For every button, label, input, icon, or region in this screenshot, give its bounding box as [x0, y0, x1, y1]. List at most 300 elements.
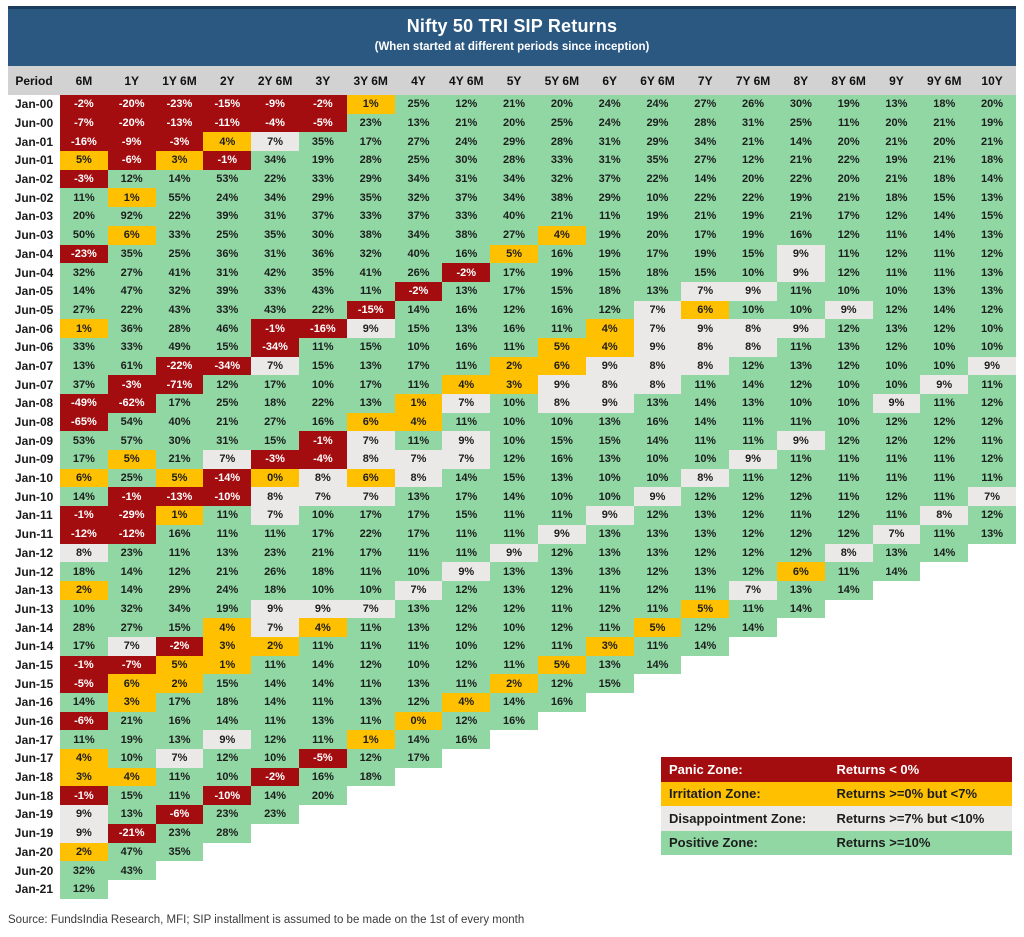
- return-cell: -13%: [156, 114, 204, 133]
- column-header: 6Y 6M: [634, 66, 682, 95]
- return-cell: 18%: [586, 282, 634, 301]
- return-cell: 9%: [490, 544, 538, 563]
- return-cell: 12%: [873, 301, 921, 320]
- return-cell: 4%: [442, 693, 490, 712]
- return-cell: 8%: [681, 357, 729, 376]
- return-cell: 28%: [156, 319, 204, 338]
- empty-cell: [251, 861, 299, 880]
- return-cell: 12%: [538, 618, 586, 637]
- table-row: [8, 674, 1016, 693]
- return-cell: 34%: [251, 188, 299, 207]
- return-cell: 13%: [60, 357, 108, 376]
- return-cell: 15%: [251, 431, 299, 450]
- row-period-label: Jan-19: [8, 805, 60, 824]
- return-cell: 29%: [156, 581, 204, 600]
- empty-cell: [442, 768, 490, 787]
- return-cell: 25%: [203, 394, 251, 413]
- table-row: [8, 413, 1016, 432]
- return-cell: 14%: [251, 786, 299, 805]
- return-cell: 12%: [729, 544, 777, 563]
- return-cell: 19%: [873, 151, 921, 170]
- return-cell: 13%: [108, 805, 156, 824]
- return-cell: 17%: [395, 357, 443, 376]
- empty-cell: [299, 843, 347, 862]
- return-cell: 31%: [442, 170, 490, 189]
- return-cell: -23%: [60, 245, 108, 264]
- return-cell: -13%: [156, 487, 204, 506]
- return-cell: 12%: [825, 226, 873, 245]
- empty-cell: [825, 618, 873, 637]
- table-row: [8, 469, 1016, 488]
- return-cell: 11%: [681, 431, 729, 450]
- empty-cell: [873, 600, 921, 619]
- return-cell: 13%: [538, 469, 586, 488]
- return-cell: -29%: [108, 506, 156, 525]
- table-row: [8, 544, 1016, 563]
- return-cell: 13%: [442, 282, 490, 301]
- return-cell: 13%: [586, 525, 634, 544]
- empty-cell: [681, 656, 729, 675]
- return-cell: 10%: [251, 749, 299, 768]
- return-cell: 27%: [60, 301, 108, 320]
- table-row: [8, 151, 1016, 170]
- row-period-label: Jan-11: [8, 506, 60, 525]
- empty-cell: [729, 880, 777, 899]
- return-cell: 38%: [442, 226, 490, 245]
- return-cell: 9%: [586, 506, 634, 525]
- return-cell: 23%: [156, 824, 204, 843]
- row-period-label: Jun-12: [8, 562, 60, 581]
- empty-cell: [538, 768, 586, 787]
- return-cell: 2%: [251, 637, 299, 656]
- return-cell: 16%: [490, 319, 538, 338]
- return-cell: 11%: [825, 469, 873, 488]
- empty-cell: [299, 861, 347, 880]
- return-cell: 4%: [203, 132, 251, 151]
- table-row: [8, 600, 1016, 619]
- return-cell: 10%: [490, 431, 538, 450]
- return-cell: 29%: [634, 114, 682, 133]
- return-cell: 7%: [251, 506, 299, 525]
- return-cell: 24%: [203, 581, 251, 600]
- return-cell: 19%: [203, 600, 251, 619]
- return-cell: 23%: [347, 114, 395, 133]
- return-cell: 12%: [873, 413, 921, 432]
- return-cell: 34%: [251, 151, 299, 170]
- return-cell: 14%: [920, 207, 968, 226]
- return-cell: 17%: [634, 245, 682, 264]
- return-cell: 11%: [251, 656, 299, 675]
- empty-cell: [156, 861, 204, 880]
- empty-cell: [538, 824, 586, 843]
- return-cell: 14%: [920, 226, 968, 245]
- return-cell: 23%: [203, 805, 251, 824]
- chart-title: Nifty 50 TRI SIP Returns: [406, 16, 618, 36]
- return-cell: 14%: [634, 431, 682, 450]
- return-cell: 15%: [108, 786, 156, 805]
- empty-cell: [634, 674, 682, 693]
- return-cell: 10%: [299, 581, 347, 600]
- return-cell: 14%: [299, 674, 347, 693]
- row-period-label: Jun-20: [8, 861, 60, 880]
- return-cell: 20%: [920, 132, 968, 151]
- return-cell: 6%: [347, 469, 395, 488]
- empty-cell: [251, 880, 299, 899]
- empty-cell: [490, 880, 538, 899]
- return-cell: 14%: [490, 487, 538, 506]
- column-header: 5Y 6M: [538, 66, 586, 95]
- return-cell: 12%: [347, 656, 395, 675]
- return-cell: 36%: [299, 245, 347, 264]
- return-cell: 22%: [156, 207, 204, 226]
- column-header: 1Y 6M: [156, 66, 204, 95]
- return-cell: 17%: [347, 544, 395, 563]
- return-cell: 19%: [108, 730, 156, 749]
- return-cell: 14%: [777, 600, 825, 619]
- return-cell: 11%: [634, 637, 682, 656]
- return-cell: 21%: [777, 151, 825, 170]
- return-cell: 17%: [490, 282, 538, 301]
- empty-cell: [586, 768, 634, 787]
- return-cell: 12%: [825, 357, 873, 376]
- return-cell: 8%: [299, 469, 347, 488]
- return-cell: 35%: [299, 132, 347, 151]
- empty-cell: [347, 843, 395, 862]
- return-cell: 11%: [347, 712, 395, 731]
- return-cell: -5%: [299, 749, 347, 768]
- return-cell: 40%: [490, 207, 538, 226]
- column-header: 4Y 6M: [442, 66, 490, 95]
- return-cell: 11%: [347, 282, 395, 301]
- return-cell: 19%: [299, 151, 347, 170]
- return-cell: 10%: [968, 338, 1016, 357]
- return-cell: 7%: [299, 487, 347, 506]
- return-cell: 12%: [203, 749, 251, 768]
- empty-cell: [920, 712, 968, 731]
- return-cell: 9%: [968, 357, 1016, 376]
- empty-cell: [156, 880, 204, 899]
- row-period-label: Jan-03: [8, 207, 60, 226]
- row-period-label: Jun-00: [8, 114, 60, 133]
- return-cell: 14%: [299, 656, 347, 675]
- return-cell: 15%: [156, 618, 204, 637]
- return-cell: 12%: [681, 544, 729, 563]
- return-cell: 17%: [442, 487, 490, 506]
- return-cell: 8%: [681, 469, 729, 488]
- return-cell: 21%: [873, 170, 921, 189]
- table-row: [8, 656, 1016, 675]
- return-cell: 12%: [777, 544, 825, 563]
- return-cell: -22%: [156, 357, 204, 376]
- empty-cell: [729, 656, 777, 675]
- return-cell: 20%: [873, 114, 921, 133]
- legend-zone-label: Panic Zone:: [669, 761, 743, 777]
- return-cell: 55%: [156, 188, 204, 207]
- empty-cell: [873, 656, 921, 675]
- return-cell: 33%: [347, 207, 395, 226]
- return-cell: 9%: [60, 805, 108, 824]
- return-cell: 10%: [490, 413, 538, 432]
- empty-cell: [968, 618, 1016, 637]
- return-cell: 33%: [156, 226, 204, 245]
- return-cell: -49%: [60, 394, 108, 413]
- column-header: 10Y: [968, 66, 1016, 95]
- return-cell: 21%: [203, 562, 251, 581]
- return-cell: 12%: [108, 170, 156, 189]
- return-cell: 20%: [60, 207, 108, 226]
- return-cell: 17%: [60, 450, 108, 469]
- return-cell: 2%: [60, 581, 108, 600]
- row-period-label: Jan-14: [8, 618, 60, 637]
- return-cell: 11%: [920, 469, 968, 488]
- return-cell: 14%: [156, 170, 204, 189]
- return-cell: 12%: [442, 656, 490, 675]
- empty-cell: [681, 861, 729, 880]
- return-cell: 7%: [203, 450, 251, 469]
- return-cell: 37%: [60, 375, 108, 394]
- empty-cell: [634, 861, 682, 880]
- return-cell: 14%: [395, 730, 443, 749]
- legend-row: [661, 757, 1012, 782]
- return-cell: 16%: [442, 338, 490, 357]
- return-cell: 12%: [156, 562, 204, 581]
- return-cell: 16%: [442, 245, 490, 264]
- return-cell: 11%: [968, 469, 1016, 488]
- row-period-label: Jan-15: [8, 656, 60, 675]
- return-cell: 11%: [538, 319, 586, 338]
- return-cell: 13%: [395, 600, 443, 619]
- return-cell: 20%: [634, 226, 682, 245]
- return-cell: 10%: [586, 487, 634, 506]
- column-header: 4Y: [395, 66, 443, 95]
- return-cell: 19%: [825, 95, 873, 114]
- return-cell: 11%: [777, 282, 825, 301]
- return-cell: 12%: [873, 338, 921, 357]
- return-cell: 11%: [299, 693, 347, 712]
- return-cell: 38%: [538, 188, 586, 207]
- return-cell: 10%: [873, 375, 921, 394]
- return-cell: 21%: [777, 207, 825, 226]
- empty-cell: [729, 712, 777, 731]
- return-cell: 28%: [538, 132, 586, 151]
- return-cell: -20%: [108, 95, 156, 114]
- table-row: [8, 712, 1016, 731]
- return-cell: 11%: [538, 506, 586, 525]
- empty-cell: [777, 712, 825, 731]
- return-cell: 17%: [156, 394, 204, 413]
- return-cell: -1%: [108, 487, 156, 506]
- return-cell: 14%: [203, 712, 251, 731]
- return-cell: 33%: [251, 282, 299, 301]
- return-cell: 16%: [634, 413, 682, 432]
- return-cell: 11%: [681, 375, 729, 394]
- table-row: [8, 226, 1016, 245]
- return-cell: 28%: [347, 151, 395, 170]
- return-cell: 13%: [586, 450, 634, 469]
- return-cell: 10%: [299, 375, 347, 394]
- empty-cell: [108, 880, 156, 899]
- legend-zone-label: Positive Zone:: [669, 835, 758, 851]
- return-cell: 11%: [729, 413, 777, 432]
- return-cell: -2%: [299, 95, 347, 114]
- return-cell: 20%: [490, 114, 538, 133]
- return-cell: 8%: [681, 338, 729, 357]
- return-cell: 7%: [968, 487, 1016, 506]
- empty-cell: [251, 843, 299, 862]
- return-cell: 19%: [538, 263, 586, 282]
- row-period-label: Jan-18: [8, 768, 60, 787]
- return-cell: 12%: [873, 207, 921, 226]
- return-cell: 35%: [108, 245, 156, 264]
- return-cell: 3%: [108, 693, 156, 712]
- return-cell: 12%: [442, 618, 490, 637]
- table-row: [8, 132, 1016, 151]
- return-cell: -20%: [108, 114, 156, 133]
- return-cell: -6%: [60, 712, 108, 731]
- return-cell: 10%: [203, 768, 251, 787]
- empty-cell: [395, 843, 443, 862]
- return-cell: 10%: [873, 357, 921, 376]
- return-cell: 14%: [681, 637, 729, 656]
- return-cell: 7%: [442, 450, 490, 469]
- return-cell: 10%: [634, 450, 682, 469]
- return-cell: 13%: [634, 394, 682, 413]
- return-cell: 16%: [777, 226, 825, 245]
- return-cell: 11%: [825, 487, 873, 506]
- empty-cell: [729, 637, 777, 656]
- row-period-label: Jun-15: [8, 674, 60, 693]
- empty-cell: [920, 581, 968, 600]
- return-cell: 13%: [203, 544, 251, 563]
- return-cell: -12%: [60, 525, 108, 544]
- return-cell: 29%: [634, 132, 682, 151]
- empty-cell: [873, 693, 921, 712]
- return-cell: 12%: [777, 469, 825, 488]
- return-cell: 7%: [251, 132, 299, 151]
- return-cell: 4%: [586, 319, 634, 338]
- return-cell: 13%: [586, 656, 634, 675]
- return-cell: 15%: [968, 207, 1016, 226]
- return-cell: 9%: [825, 301, 873, 320]
- return-cell: 27%: [395, 132, 443, 151]
- return-cell: 27%: [108, 618, 156, 637]
- row-period-label: Jan-20: [8, 843, 60, 862]
- return-cell: 22%: [825, 151, 873, 170]
- return-cell: 11%: [251, 712, 299, 731]
- return-cell: 11%: [490, 506, 538, 525]
- empty-cell: [490, 749, 538, 768]
- return-cell: 1%: [347, 730, 395, 749]
- return-cell: 12%: [729, 151, 777, 170]
- return-cell: 4%: [108, 768, 156, 787]
- return-cell: 10%: [395, 562, 443, 581]
- return-cell: 12%: [968, 394, 1016, 413]
- return-cell: 11%: [203, 506, 251, 525]
- return-cell: 1%: [108, 188, 156, 207]
- return-cell: 12%: [490, 637, 538, 656]
- return-cell: 49%: [156, 338, 204, 357]
- return-cell: 42%: [251, 263, 299, 282]
- table-row: [8, 861, 1016, 880]
- legend-zone-label: Irritation Zone:: [669, 786, 761, 802]
- empty-cell: [729, 730, 777, 749]
- row-period-label: Jun-06: [8, 338, 60, 357]
- return-cell: 24%: [203, 188, 251, 207]
- table-row: [8, 880, 1016, 899]
- return-cell: 10%: [586, 469, 634, 488]
- return-cell: 24%: [634, 95, 682, 114]
- return-cell: 43%: [299, 282, 347, 301]
- empty-cell: [825, 674, 873, 693]
- row-period-label: Jun-13: [8, 600, 60, 619]
- empty-cell: [347, 824, 395, 843]
- row-period-label: Jan-07: [8, 357, 60, 376]
- return-cell: 15%: [729, 245, 777, 264]
- return-cell: 12%: [825, 525, 873, 544]
- return-cell: 9%: [777, 431, 825, 450]
- return-cell: 10%: [825, 394, 873, 413]
- return-cell: 11%: [825, 245, 873, 264]
- return-cell: 35%: [251, 226, 299, 245]
- return-cell: 3%: [156, 151, 204, 170]
- return-cell: 37%: [299, 207, 347, 226]
- return-cell: 7%: [729, 581, 777, 600]
- return-cell: 16%: [490, 712, 538, 731]
- return-cell: 41%: [347, 263, 395, 282]
- return-cell: 7%: [681, 282, 729, 301]
- return-cell: 10%: [968, 319, 1016, 338]
- return-cell: 20%: [825, 132, 873, 151]
- empty-cell: [347, 861, 395, 880]
- return-cell: 10%: [108, 749, 156, 768]
- table-row: [8, 188, 1016, 207]
- return-cell: 10%: [873, 282, 921, 301]
- return-cell: 26%: [729, 95, 777, 114]
- return-cell: -3%: [108, 375, 156, 394]
- return-cell: 35%: [347, 188, 395, 207]
- return-cell: 11%: [442, 413, 490, 432]
- return-cell: 11%: [395, 637, 443, 656]
- row-period-label: Jun-03: [8, 226, 60, 245]
- return-cell: 9%: [203, 730, 251, 749]
- return-cell: 14%: [681, 413, 729, 432]
- return-cell: 39%: [203, 282, 251, 301]
- empty-cell: [968, 581, 1016, 600]
- return-cell: -62%: [108, 394, 156, 413]
- return-cell: 13%: [299, 712, 347, 731]
- return-cell: 4%: [203, 618, 251, 637]
- return-cell: 9%: [729, 450, 777, 469]
- return-cell: 29%: [299, 188, 347, 207]
- return-cell: 11%: [156, 786, 204, 805]
- empty-cell: [395, 824, 443, 843]
- return-cell: 7%: [108, 637, 156, 656]
- return-cell: 1%: [395, 394, 443, 413]
- return-cell: 16%: [299, 768, 347, 787]
- return-cell: 23%: [108, 544, 156, 563]
- return-cell: 8%: [634, 357, 682, 376]
- table-row: [8, 450, 1016, 469]
- return-cell: -4%: [299, 450, 347, 469]
- return-cell: 10%: [299, 506, 347, 525]
- return-cell: 21%: [825, 188, 873, 207]
- table-row: [8, 562, 1016, 581]
- return-cell: 12%: [203, 375, 251, 394]
- return-cell: 11%: [634, 600, 682, 619]
- empty-cell: [395, 861, 443, 880]
- return-cell: 17%: [825, 207, 873, 226]
- return-cell: -21%: [108, 824, 156, 843]
